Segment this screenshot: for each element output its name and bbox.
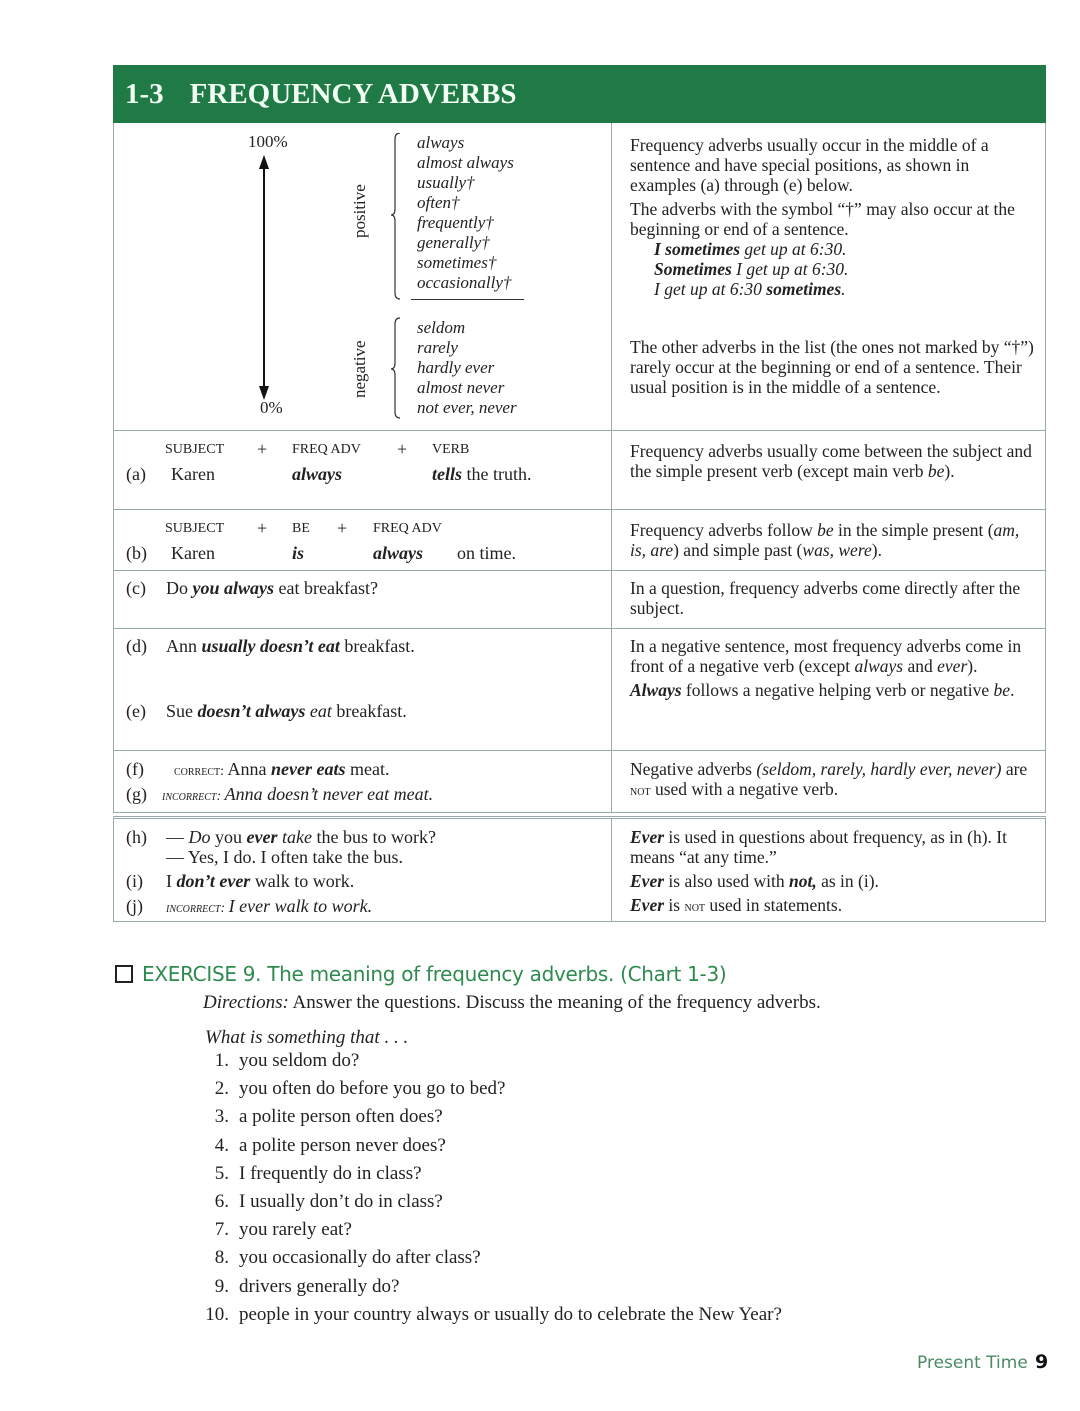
text-segment: (seldom, rarely, hardly ever, never) <box>756 759 1002 779</box>
negative-label: negative <box>350 340 369 398</box>
question-item <box>203 1276 782 1304</box>
header-freq-adv: FREQ ADV <box>373 521 442 536</box>
question-number: 8. <box>214 1247 229 1269</box>
scale-top-label: 100% <box>248 132 288 151</box>
text-segment: incorrect: <box>166 901 229 916</box>
text-segment: take <box>277 827 312 847</box>
question-text: I frequently do in class? <box>239 1162 422 1184</box>
example-label: (b) <box>126 543 147 563</box>
example <box>630 239 1039 259</box>
rest: the truth. <box>462 464 532 484</box>
question-text: you often do before you go to bed? <box>239 1078 506 1100</box>
row-h-i-j-examples <box>114 819 612 921</box>
row-h-i-j-explanation <box>612 819 1045 921</box>
text-segment: — <box>166 827 189 847</box>
text-segment: ). <box>871 540 882 560</box>
row-f-g <box>113 751 1046 813</box>
positive-adverbs-list <box>417 133 514 293</box>
plus: + <box>257 518 268 538</box>
text-segment: not, <box>788 871 817 891</box>
plus: + <box>257 439 268 459</box>
example-label: (d) <box>126 636 147 656</box>
text-segment: eat breakfast? <box>274 578 378 598</box>
text-segment: breakfast. <box>339 636 415 656</box>
example-label: (e) <box>126 701 146 721</box>
text-segment: The other adverbs in the list (the ones not marked by “†”) rarely occur at the beginning or end of a sentence. Their usual position is in the middle of a sentence. <box>630 337 1034 397</box>
text-segment: ever <box>246 827 278 847</box>
text-segment: in the simple present ( <box>833 520 994 540</box>
text-segment: Negative adverbs <box>630 759 757 779</box>
text-segment: is <box>664 895 685 915</box>
text-segment: ever <box>937 656 968 676</box>
text-segment: ) and simple past ( <box>673 540 803 560</box>
sentence <box>166 847 403 868</box>
text-segment: Sue <box>166 701 198 721</box>
sentence <box>166 871 354 891</box>
text-segment: be <box>993 680 1011 700</box>
paragraph <box>630 680 1039 700</box>
sentence <box>174 759 389 779</box>
row-d-e-examples <box>114 629 612 750</box>
positive-label: positive <box>350 184 369 238</box>
text-segment: as in (i). <box>816 871 879 891</box>
question-text: you occasionally do after class? <box>239 1247 481 1269</box>
row-f-g-explanation <box>612 751 1045 812</box>
question-text: people in your country always or usually do to celebrate the New Year? <box>239 1303 782 1325</box>
question-item <box>203 1050 782 1078</box>
text-segment: doesn’t always <box>197 701 306 721</box>
rest: on time. <box>457 543 516 563</box>
row-a-explanation <box>612 431 1045 509</box>
text-segment: never eats <box>271 759 346 779</box>
adverb: always <box>373 543 424 563</box>
paragraph <box>630 895 1039 918</box>
example-label: (j) <box>126 896 143 916</box>
text-segment: are <box>1001 759 1028 779</box>
question-item <box>203 1247 782 1275</box>
text-segment: I ever walk to work. <box>228 896 373 916</box>
checkbox[interactable] <box>115 965 133 983</box>
paragraph <box>630 871 1039 891</box>
row-c-explanation <box>612 571 1045 628</box>
brackets <box>390 133 404 423</box>
text-segment: be <box>927 461 945 481</box>
row-a-example <box>114 431 612 509</box>
chart-1-3 <box>113 65 1046 922</box>
subject: Karen <box>171 464 215 484</box>
question-list <box>203 1050 782 1332</box>
text-segment: correct: <box>174 764 228 779</box>
question-item <box>203 1304 782 1332</box>
text-segment: meat. <box>345 759 390 779</box>
question-item <box>203 1106 782 1134</box>
text-segment: Do <box>166 578 193 598</box>
sentence <box>166 578 378 598</box>
text-segment: you <box>210 827 247 847</box>
text-segment: walk to work. <box>250 871 355 891</box>
example-label: (h) <box>126 827 147 847</box>
row-b-explanation <box>612 510 1045 570</box>
intro-row <box>113 123 1046 431</box>
scale-bottom-label: 0% <box>260 398 283 417</box>
row-d-e <box>113 629 1046 751</box>
adverb: almost always <box>417 153 514 172</box>
adverb: always <box>292 464 343 484</box>
text-segment: always <box>854 656 904 676</box>
be: is <box>292 543 305 563</box>
text-segment: Ever <box>630 827 665 847</box>
exercise-prompt: What is something that . . . <box>205 1027 409 1048</box>
header-subject: SUBJECT <box>165 442 225 457</box>
adverb: seldom <box>417 318 466 337</box>
text-segment: is also used with <box>664 871 789 891</box>
text-segment: used with a negative verb. <box>650 779 839 799</box>
text-segment: usually doesn’t eat <box>201 636 340 656</box>
text-segment: Frequency adverbs usually come between the subject and the simple present verb (except main verb <box>630 441 1032 481</box>
adverb: hardly ever <box>417 358 495 377</box>
text-segment: not <box>630 784 651 799</box>
frequency-scale <box>114 123 612 430</box>
adverb: rarely <box>417 338 458 357</box>
text-segment: Anna <box>227 759 272 779</box>
text-segment: not <box>684 900 706 915</box>
intro-explanation <box>612 123 1045 430</box>
divider <box>411 299 524 300</box>
text-segment: Ever <box>630 895 665 915</box>
paragraph <box>630 827 1039 867</box>
row-c <box>113 571 1046 629</box>
text-segment: incorrect: <box>162 789 225 804</box>
example-label: (i) <box>126 871 143 891</box>
adverb: frequently† <box>417 213 494 232</box>
directions-text: Answer the questions. Discuss the meaning of the frequency adverbs. <box>288 992 821 1013</box>
adverb: generally† <box>417 233 490 252</box>
text-segment: I sometimes <box>654 239 741 259</box>
directions <box>203 992 821 1014</box>
chart-title: FREQUENCY ADVERBS <box>189 77 517 110</box>
text-segment: breakfast. <box>331 701 407 721</box>
example-label: (g) <box>126 784 147 804</box>
question-number: 2. <box>214 1078 229 1100</box>
adverb: always <box>417 133 465 152</box>
row-b <box>113 510 1046 571</box>
question-item <box>203 1219 782 1247</box>
text-segment: sometimes <box>766 279 842 299</box>
chart-number: 1-3 <box>125 77 164 110</box>
text-segment: Frequency adverbs follow <box>630 520 818 540</box>
text-segment: be <box>817 520 834 540</box>
text-segment: Ever <box>630 871 665 891</box>
text-segment: don’t ever <box>176 871 251 891</box>
example <box>630 259 1039 279</box>
question-number: 3. <box>214 1106 229 1128</box>
text-segment: eat <box>305 701 332 721</box>
row-c-example <box>114 571 612 628</box>
question-text: drivers generally do? <box>239 1275 400 1297</box>
plus: + <box>337 518 348 538</box>
subject: Karen <box>171 543 215 563</box>
header-freq-adv: FREQ ADV <box>292 442 361 457</box>
exercise-title: EXERCISE 9. The meaning of frequency adverbs. (Chart 1-3) <box>142 962 727 986</box>
double-arrow-icon <box>254 155 274 400</box>
text-segment: follows a negative helping verb or negative <box>681 680 994 700</box>
text-segment: — Yes, I do. I often take the bus. <box>166 847 403 867</box>
header-verb: VERB <box>432 442 470 457</box>
example <box>630 279 1039 299</box>
question-item <box>203 1078 782 1106</box>
text-segment: and <box>903 656 938 676</box>
question-number: 5. <box>214 1162 229 1184</box>
sentence <box>166 636 415 656</box>
text-segment: is used in questions about frequency, as in (h). It means “at any time.” <box>630 827 1007 867</box>
paragraph <box>630 135 1039 195</box>
text-segment: used in statements. <box>705 895 843 915</box>
paragraph <box>630 337 1039 397</box>
adverb: not ever, never <box>417 398 517 417</box>
text-segment: I get up at 6:30 <box>654 279 767 299</box>
text-segment: was, were <box>802 540 872 560</box>
question-number: 1. <box>214 1050 229 1071</box>
text-segment: In a negative sentence, most frequency adverbs come in front of a negative verb (except <box>630 636 1022 676</box>
question-text: a polite person often does? <box>239 1106 443 1128</box>
sentence <box>166 827 436 847</box>
text-segment: the bus to work? <box>311 827 436 847</box>
question-item <box>203 1135 782 1163</box>
text-segment: Frequency adverbs usually occur in the middle of a sentence and have special positions, as shown in examples (a) through (e) below. <box>630 135 989 195</box>
text-segment: am, is, are <box>630 520 1020 560</box>
text-segment: Sometimes <box>654 259 732 279</box>
paragraph <box>630 636 1039 676</box>
text-segment: ). <box>967 656 978 676</box>
adverb: often† <box>417 193 460 212</box>
question-text: I usually don’t do in class? <box>239 1190 443 1212</box>
directions-label: Directions: <box>203 992 289 1013</box>
sentence <box>166 701 407 721</box>
adverb: almost never <box>417 378 505 397</box>
question-number: 10. <box>205 1303 229 1325</box>
text-segment: . <box>1010 680 1015 700</box>
question-item <box>203 1163 782 1191</box>
text-segment: In a question, frequency adverbs come directly after the subject. <box>630 578 1021 618</box>
question-number: 4. <box>214 1134 229 1156</box>
adverb: sometimes† <box>417 253 497 272</box>
example-label: (c) <box>126 578 146 598</box>
text-segment: The adverbs with the symbol “†” may also occur at the beginning or end of a sentence. <box>630 199 1015 239</box>
footer-section: Present Time <box>917 1353 1028 1373</box>
exercise-heading <box>115 962 726 986</box>
header-be: BE <box>292 521 310 536</box>
page-number: 9 <box>1035 1351 1049 1373</box>
row-d-e-explanation <box>612 629 1045 750</box>
negative-adverbs-list <box>417 318 517 418</box>
adverb: usually† <box>417 173 475 192</box>
text-segment: I <box>166 871 177 891</box>
row-f-g-examples <box>114 751 612 812</box>
text-segment: Do <box>188 827 211 847</box>
text-segment: I get up at 6:30. <box>731 259 849 279</box>
row-a <box>113 431 1046 510</box>
text-segment: Anna doesn’t never eat meat. <box>224 784 434 804</box>
sentence <box>162 784 433 804</box>
question-text: a polite person never does? <box>239 1134 446 1156</box>
text-segment: ). <box>944 461 955 481</box>
row-h-i-j <box>113 816 1046 922</box>
header-subject: SUBJECT <box>165 521 225 536</box>
question-number: 7. <box>214 1219 229 1241</box>
paragraph <box>630 199 1039 239</box>
text-segment: you always <box>192 578 275 598</box>
question-number: 9. <box>214 1275 229 1297</box>
plus: + <box>397 439 408 459</box>
example-label: (a) <box>126 464 146 484</box>
text-segment: get up at 6:30. <box>740 239 847 259</box>
sentence <box>166 896 372 916</box>
text-segment: . <box>841 279 846 299</box>
question-number: 6. <box>214 1190 229 1212</box>
verb: tells <box>432 464 462 484</box>
adverb: occasionally† <box>417 273 512 292</box>
question-item <box>203 1191 782 1219</box>
question-text: you seldom do? <box>239 1050 360 1071</box>
question-text: you rarely eat? <box>239 1219 352 1241</box>
example-label: (f) <box>126 759 144 779</box>
chart-header <box>113 65 1046 123</box>
text-segment: Ann <box>166 636 202 656</box>
text-segment: Always <box>630 680 682 700</box>
row-b-example <box>114 510 612 570</box>
